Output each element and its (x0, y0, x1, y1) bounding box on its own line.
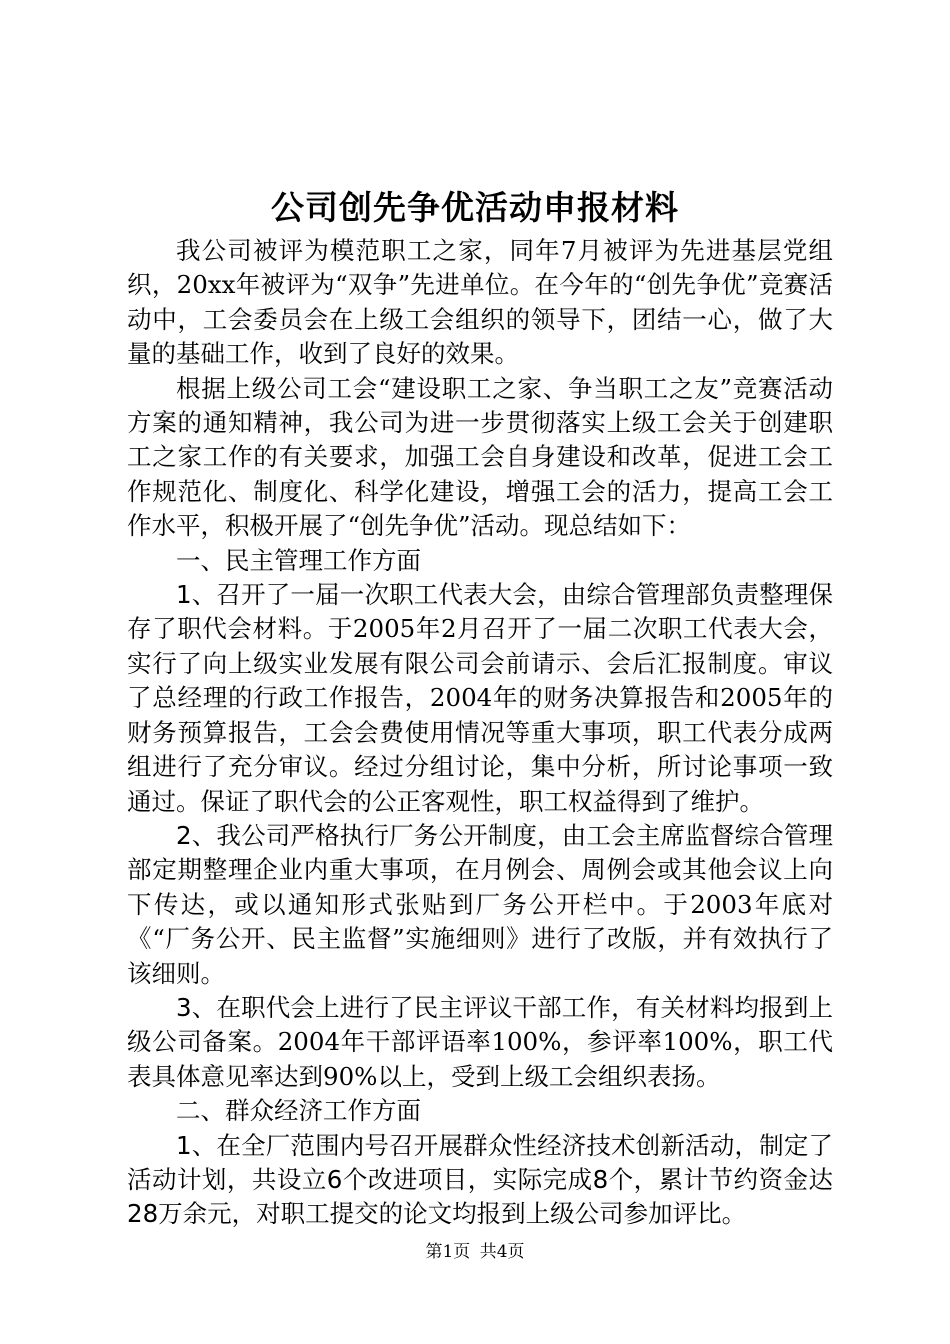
page-number: 第1页 (425, 1242, 471, 1262)
paragraph-item-1-3-lead: 3、在职代会上进行了民主评议干部工作，有关材料均报到上级公司备案。 (127, 992, 833, 1057)
document-title: 公司创先争优活动申报材料 (271, 188, 679, 227)
paragraph-item-1-3-text: 2004年干部评语率100%，参评率100%，职工代表具体意见率达到90%以上，受到上级工会组织表扬。 (127, 1027, 834, 1091)
paragraph-item-1-2-text: 于2003年底对《“厂务公开、民主监督”实施细则》进行了改版，并有效执行了该细则。 (127, 889, 833, 988)
paragraph-item-1-2-lead: 2、我公司严格执行厂务公开制度，由工会主席监督综合管理部定期整理企业内重大事项，在月例会、周例会或其他会议上向下传达，或以通知形式张贴到厂务公开栏中。 (127, 820, 833, 919)
section-heading-1-lead: 一、民主管理工作方面 (176, 545, 421, 575)
paragraph-item-1-1 (127, 578, 833, 819)
page-total: 共4页 (479, 1242, 525, 1262)
section-heading-2-lead: 二、群众经济工作方面 (176, 1096, 421, 1126)
paragraph-item-1-1-text: 于2005年2月召开了一届二次职工代表大会，实行了向上级实业发展有限公司会前请示、会后汇报制度。审议了总经理的行政工作报告，2004年的财务决算报告和2005年的财务预算报告，工会会费使用情况等重大事项，职工代表分成两组进行了充分审议。经过分组讨论，集中分析，所讨论事项一致通过。保证了职代会的公正客观性，职工权益得到了维护。 (127, 614, 834, 816)
paragraph-intro-text: 我公司被评为模范职工之家，同年7月被评为先进基层党组织，20xx年被评为“双争”先进单位。在今年的“创先争优”竞赛活动中，工会委员会在上级工会组织的领导下，团结一心，做了大量的基础工作，收到了良好的效果。 (127, 236, 833, 369)
paragraph-item-1-3 (127, 991, 833, 1094)
paragraph-background (127, 372, 833, 544)
paragraph-item-2-1 (127, 1129, 833, 1232)
document-body (127, 234, 833, 1232)
paragraph-intro (127, 234, 833, 372)
paragraph-item-2-1-lead: 1、在全厂范围内号召开展群众性经济技术创新活动，制定了活动计划，共设立6个改进项目，实际完成8个，累计节约资金达28万余元，对职工提交的论文均报到上级公司参加评比。 (127, 1130, 833, 1229)
section-heading-mass-economy (127, 1094, 833, 1128)
paragraph-item-1-1-lead: 1、召开了一届一次职工代表大会，由综合管理部负责整理保存了职代会材料。 (127, 580, 833, 644)
section-heading-democratic-management (127, 544, 833, 578)
paragraph-background-text: 根据上级公司工会“建设职工之家、争当职工之友”竞赛活动方案的通知精神，我公司为进一步贯彻落实上级工会关于创建职工之家工作的有关要求，加强工会自身建设和改革，促进工会工作规范化、制度化、科学化建设，增强工会的活力，提高工会工作水平，积极开展了“创先争优”活动。现总结如下： (127, 373, 833, 541)
page-footer (0, 1240, 950, 1264)
paragraph-item-1-2 (127, 819, 833, 991)
